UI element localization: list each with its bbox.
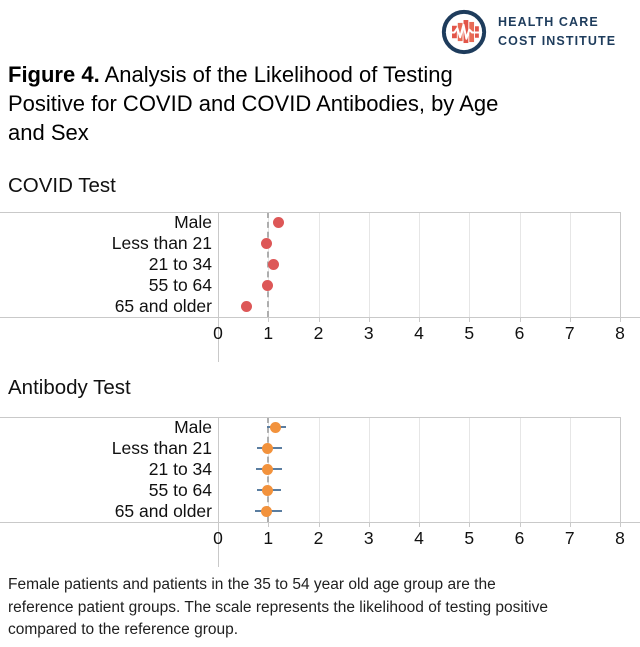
axis-tick (268, 522, 269, 527)
data-point-dot (261, 238, 272, 249)
figure-number: Figure 4. (8, 62, 100, 87)
axis-tick (268, 317, 269, 322)
gridline (369, 212, 370, 317)
axis-tick-label: 6 (514, 323, 525, 343)
hcci-logo (441, 9, 616, 55)
gridline (469, 212, 470, 317)
axis-tick (369, 522, 370, 527)
hcci-logo-line2: COST INSTITUTE (498, 34, 617, 48)
axis-tick-label: 7 (564, 323, 575, 343)
footnote-line2: reference patient groups. The scale represents the likelihood of testing positive (8, 598, 548, 616)
category-label: 21 to 34 (148, 253, 212, 274)
hcci-logo-text (498, 13, 616, 51)
axis-tick-label: 2 (313, 528, 324, 548)
gridline (520, 212, 521, 317)
axis-tick-label: 2 (313, 323, 324, 343)
data-point-dot (261, 506, 272, 517)
footnote-line1: Female patients and patients in the 35 to 54 year old age group are the (8, 576, 496, 593)
data-point-dot (262, 485, 273, 496)
axis-tick (620, 522, 621, 527)
axis-tick (319, 522, 320, 527)
antibody-test-chart-title: Antibody Test (8, 376, 131, 399)
gridline (570, 212, 571, 317)
data-point-dot (262, 280, 273, 291)
axis-tick (469, 522, 470, 527)
axis-tick-label: 4 (414, 323, 424, 343)
data-point-dot (262, 464, 273, 475)
category-label: Less than 21 (111, 232, 212, 253)
axis-tick (520, 522, 521, 527)
figure-title-line3: and Sex (8, 120, 89, 145)
axis-tick-label: 4 (414, 528, 424, 548)
category-label: 55 to 64 (148, 479, 212, 500)
axis-tick-label: 0 (213, 528, 223, 548)
plot-border-right (620, 417, 621, 522)
gridline (570, 417, 571, 522)
axis-tick-label: 8 (615, 528, 625, 548)
axis-tick-label: 1 (263, 323, 274, 343)
axis-tick-label: 3 (363, 323, 374, 343)
axis-tick (570, 317, 571, 322)
hcci-logo-line1: HEALTH CARE (498, 15, 599, 29)
axis-tick (419, 317, 420, 322)
gridline (520, 417, 521, 522)
axis-tick-label: 5 (464, 528, 475, 548)
axis-tick-label: 7 (564, 528, 575, 548)
figure-title-line2: Positive for COVID and COVID Antibodies, by Age (8, 91, 499, 116)
plot-border-right (620, 212, 621, 317)
axis-tick-label: 6 (514, 528, 525, 548)
gridline (419, 417, 420, 522)
gridline (469, 417, 470, 522)
hcci-logo-icon (441, 9, 487, 55)
category-label: Male (174, 211, 212, 232)
footnote-line3: compared to the reference group. (8, 621, 239, 638)
axis-tick (570, 522, 571, 527)
axis-tick (520, 317, 521, 322)
data-point-dot (270, 422, 281, 433)
category-label: 65 and older (114, 500, 212, 521)
figure-title (8, 60, 608, 147)
axis-tick-label: 3 (363, 528, 374, 548)
gridline (319, 417, 320, 522)
data-point-dot (268, 259, 279, 270)
axis-tick (218, 317, 219, 322)
axis-tick (319, 317, 320, 322)
axis-tick-label: 1 (263, 528, 274, 548)
antibody-test-plot (0, 417, 640, 567)
plot-border-bottom (0, 317, 640, 318)
data-point-dot (273, 217, 284, 228)
axis-tick (419, 522, 420, 527)
axis-tick (218, 522, 219, 527)
covid-test-chart-title: COVID Test (8, 174, 116, 197)
category-label: Less than 21 (111, 437, 212, 458)
gridline (319, 212, 320, 317)
figure-title-line1: Figure 4. Analysis of the Likelihood of Testing (8, 62, 453, 87)
axis-tick (369, 317, 370, 322)
plot-border-bottom (0, 522, 640, 523)
axis-tick (620, 317, 621, 322)
data-point-dot (241, 301, 252, 312)
axis-tick-label: 8 (615, 323, 625, 343)
gridline (419, 212, 420, 317)
category-label: 65 and older (114, 295, 212, 316)
covid-test-plot (0, 212, 640, 362)
data-point-dot (262, 443, 273, 454)
gridline (369, 417, 370, 522)
axis-tick (469, 317, 470, 322)
category-label: 55 to 64 (148, 274, 212, 295)
category-label: 21 to 34 (148, 458, 212, 479)
axis-tick-label: 5 (464, 323, 475, 343)
category-label: Male (174, 416, 212, 437)
footnote (8, 574, 548, 642)
axis-tick-label: 0 (213, 323, 223, 343)
